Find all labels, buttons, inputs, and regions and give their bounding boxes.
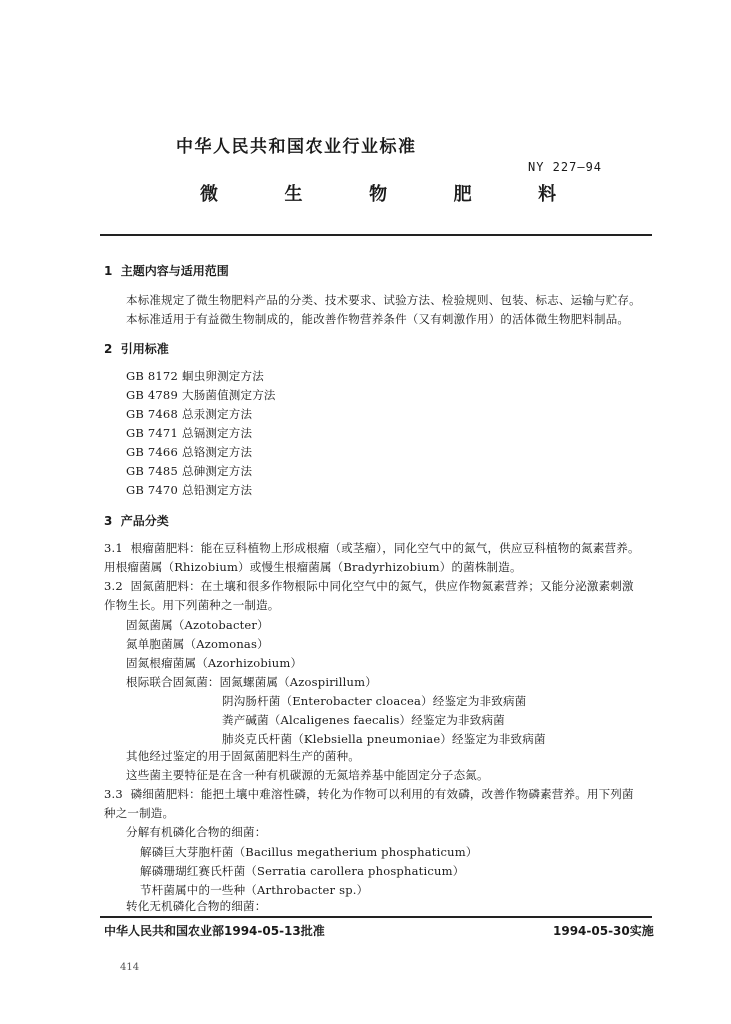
species-item: 粪产碱菌（Alcaligenes faecalis）经鉴定为非致病菌: [222, 713, 505, 727]
inorganic-phosphorus-heading: 转化无机磷化合物的细菌：: [126, 899, 267, 913]
genus-item: 固氮菌属（Azotobacter）: [126, 618, 269, 632]
reference-title: 总镉测定方法: [182, 426, 253, 440]
bacteria-item: 节杆菌属中的一些种（Arthrobacter sp.）: [140, 883, 369, 897]
reference-item: [126, 462, 276, 481]
issuer-approval: 中华人民共和国农业部1994-05-13批准: [104, 924, 325, 938]
reference-code: GB 7485: [126, 464, 178, 478]
species-item: 阴沟肠杆菌（Enterobacter cloacea）经鉴定为非致病菌: [222, 694, 527, 708]
bacteria-item: 解磷巨大芽胞杆菌（Bacillus megatherium phosphaticum）: [140, 845, 478, 859]
reference-title: 总铅测定方法: [182, 483, 253, 497]
clause-3-1-line-2: 用根瘤菌属（Rhizobium）或慢生根瘤菌属（Bradyrhizobium）的菌株制造。: [104, 560, 522, 574]
reference-code: GB 7468: [126, 407, 178, 421]
clause-3-2-other: 其他经过鉴定的用于固氮菌肥料生产的菌种。: [126, 749, 360, 763]
footer-rule: [100, 916, 652, 918]
reference-title: 大肠菌值测定方法: [182, 388, 276, 402]
reference-code: GB 7470: [126, 483, 178, 497]
reference-title: 蛔虫卵测定方法: [182, 369, 264, 383]
reference-item: [126, 405, 276, 424]
reference-code: GB 8172: [126, 369, 178, 383]
reference-code: GB 7466: [126, 445, 178, 459]
clause-3-2-line-1: 3.2 固氮菌肥料：在土壤和很多作物根际中同化空气中的氮气，供应作物氮素营养；又能分泌激素刺激: [104, 579, 634, 593]
genus-list: [126, 616, 377, 692]
organic-phosphorus-heading: 分解有机磷化合物的细菌：: [126, 825, 267, 839]
reference-item: [126, 386, 276, 405]
genus-item: 固氮根瘤菌属（Azorhizobium）: [126, 656, 303, 670]
genus-item: 氮单胞菌属（Azomonas）: [126, 637, 269, 651]
reference-item: [126, 424, 276, 443]
reference-title: 总砷测定方法: [182, 464, 253, 478]
reference-item: [126, 443, 276, 462]
section-1-paragraph-2: 本标准适用于有益微生物制成的，能改善作物营养条件（又有刺激作用）的活体微生物肥料制品。: [126, 312, 630, 326]
reference-item: [126, 367, 276, 386]
reference-title: 总汞测定方法: [182, 407, 253, 421]
effective-date: 1994-05-30实施: [553, 924, 654, 938]
genus-item: 根际联合固氮菌：固氮螺菌属（Azospirillum）: [126, 675, 377, 689]
reference-list: [126, 367, 276, 500]
standard-number: NY 227—94: [528, 160, 603, 174]
document-title: 微 生 物 肥 料: [200, 184, 575, 205]
clause-3-2-line-2: 作物生长。用下列菌种之一制造。: [104, 598, 280, 612]
section-3-heading: 3 产品分类: [104, 514, 169, 528]
clause-3-2-note: 这些菌主要特征是在含一种有机碳源的无氮培养基中能固定分子态氮。: [126, 768, 489, 782]
clause-3-3-line-2: 种之一制造。: [104, 806, 175, 820]
section-2-heading: 2 引用标准: [104, 342, 169, 356]
reference-item: [126, 481, 276, 500]
header-rule: [100, 234, 652, 236]
clause-3-1-line-1: 3.1 根瘤菌肥料：能在豆科植物上形成根瘤（或茎瘤），同化空气中的氮气，供应豆科植物的氮素营养。: [104, 541, 640, 555]
page-number: 414: [120, 962, 140, 973]
reference-title: 总铬测定方法: [182, 445, 253, 459]
section-1-heading: 1 主题内容与适用范围: [104, 264, 229, 278]
org-title: 中华人民共和国农业行业标准: [176, 137, 417, 157]
clause-3-3-line-1: 3.3 磷细菌肥料：能把土壤中难溶性磷，转化为作物可以利用的有效磷，改善作物磷素营养。用下列菌: [104, 787, 634, 801]
species-item: 肺炎克氏杆菌（Klebsiella pneumoniae）经鉴定为非致病菌: [222, 732, 546, 746]
bacteria-item: 解磷珊瑚红赛氏杆菌（Serratia carollera phosphaticum）: [140, 864, 465, 878]
section-1-paragraph-1: 本标准规定了微生物肥料产品的分类、技术要求、试验方法、检验规则、包装、标志、运输与贮存。: [126, 293, 641, 307]
associative-species-list: [222, 692, 546, 749]
reference-code: GB 4789: [126, 388, 178, 402]
reference-code: GB 7471: [126, 426, 178, 440]
organic-phosphorus-list: [140, 843, 478, 900]
